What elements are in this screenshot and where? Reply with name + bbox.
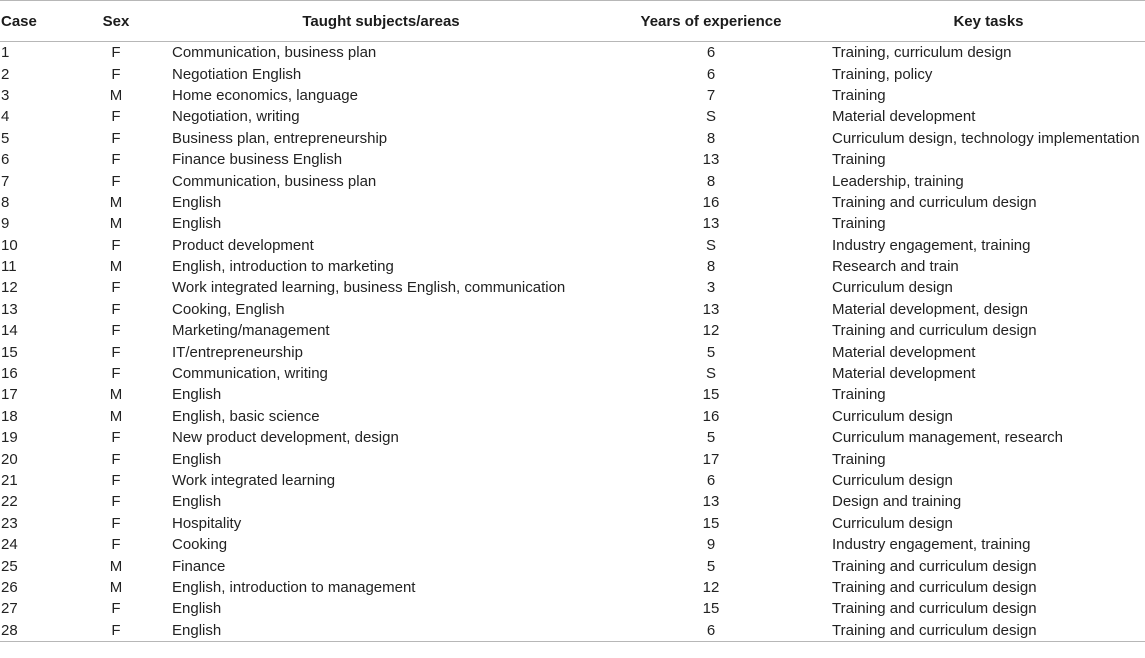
- cell-subjects: Finance business English: [172, 151, 343, 169]
- cell-years: 6: [706, 472, 716, 489]
- cell-years: 15: [702, 386, 720, 404]
- cell-subjects: Product development: [172, 236, 314, 254]
- header-subjects: Taught subjects/areas: [171, 1, 591, 42]
- cell-tasks: Training and curriculum design: [832, 600, 1037, 618]
- cell-sex: F: [111, 108, 121, 126]
- cell-tasks: Training: [832, 450, 886, 468]
- cell-years: 8: [706, 172, 716, 190]
- cell-tasks: Training and curriculum design: [832, 578, 1037, 596]
- cell-tasks: Training: [832, 151, 886, 169]
- cell-sex: M: [109, 215, 123, 233]
- cell-sex: F: [111, 493, 121, 511]
- header-tasks: Key tasks: [831, 1, 1145, 42]
- cell-sex: F: [111, 472, 121, 489]
- cell-subjects: English: [172, 450, 222, 468]
- cell-case: 23: [1, 514, 18, 532]
- cell-sex: F: [111, 322, 121, 340]
- cell-tasks: Training and curriculum design: [832, 193, 1037, 211]
- cell-case: 21: [1, 472, 18, 489]
- cell-case: 28: [0, 620, 61, 642]
- cell-case: 1: [1, 44, 10, 62]
- cell-sex: M: [109, 407, 123, 425]
- header-case: Case: [0, 1, 61, 42]
- cell-years: S: [705, 236, 716, 254]
- cell-case: 22: [1, 493, 18, 511]
- cell-years: 9: [706, 536, 716, 554]
- table-row: [0, 63, 1145, 84]
- cell-years: 6: [591, 620, 831, 642]
- cell-case: 19: [1, 429, 18, 447]
- table-row: [0, 363, 1145, 384]
- cell-sex: F: [111, 172, 121, 190]
- cell-years: 5: [706, 557, 716, 575]
- cell-case: 12: [1, 279, 18, 297]
- table-row: [0, 192, 1145, 213]
- table-row: [0, 235, 1145, 256]
- cell-sex: F: [111, 236, 121, 254]
- cell-subjects: Work integrated learning: [172, 472, 336, 489]
- cell-case: 7: [1, 172, 10, 190]
- cell-years: 7: [706, 86, 716, 104]
- cell-tasks: Training and curriculum design: [831, 620, 1145, 642]
- cell-sex: M: [109, 258, 123, 276]
- cell-years: 16: [702, 407, 720, 425]
- cell-tasks: Industry engagement, training: [832, 236, 1031, 254]
- cell-case: 26: [1, 578, 18, 596]
- cell-case: 16: [1, 365, 18, 383]
- cell-subjects: English, introduction to marketing: [172, 258, 394, 276]
- cell-subjects: Business plan, entrepreneurship: [172, 129, 388, 147]
- cell-sex: F: [111, 129, 121, 147]
- cell-subjects: Negotiation English: [172, 65, 302, 83]
- cell-case: 10: [1, 236, 18, 254]
- cell-years: 12: [702, 322, 720, 340]
- cell-tasks: Material development: [832, 365, 976, 383]
- cell-sex: F: [111, 279, 121, 297]
- cell-tasks: Training and curriculum design: [832, 322, 1037, 340]
- cell-years: 5: [706, 343, 716, 361]
- cell-years: 6: [706, 44, 716, 62]
- cell-tasks: Training: [832, 86, 886, 104]
- cell-case: 17: [1, 386, 18, 404]
- cell-subjects: IT/entrepreneurship: [172, 343, 303, 361]
- cell-years: 17: [702, 450, 720, 468]
- header-row: [0, 1, 1145, 42]
- table-row: [0, 277, 1145, 298]
- cell-subjects: English: [172, 386, 222, 404]
- cell-subjects: Communication, business plan: [172, 172, 377, 190]
- table-row: [0, 598, 1145, 619]
- cell-years: 5: [706, 429, 716, 447]
- cell-years: 8: [706, 258, 716, 276]
- cell-tasks: Research and train: [832, 258, 959, 276]
- cell-subjects: English: [172, 193, 222, 211]
- cell-case: 25: [1, 557, 18, 575]
- cell-sex: F: [61, 620, 171, 642]
- table-row: [0, 149, 1145, 170]
- table-row: [0, 491, 1145, 512]
- cell-tasks: Training and curriculum design: [832, 557, 1037, 575]
- table-row: [0, 427, 1145, 448]
- cell-sex: F: [111, 343, 121, 361]
- cell-tasks: Design and training: [832, 493, 962, 511]
- cell-subjects: English: [172, 493, 222, 511]
- cell-subjects: New product development, design: [172, 429, 399, 447]
- table-row: [0, 555, 1145, 576]
- cell-years: 3: [706, 279, 716, 297]
- cell-sex: F: [111, 600, 121, 618]
- cell-tasks: Training: [832, 386, 886, 404]
- cell-years: 16: [702, 193, 720, 211]
- cell-subjects: English: [171, 620, 591, 642]
- cell-case: 6: [1, 151, 10, 169]
- table-row: [0, 128, 1145, 149]
- cell-sex: F: [111, 365, 121, 383]
- table-row: [0, 513, 1145, 534]
- header-sex: Sex: [61, 1, 171, 42]
- cell-subjects: Communication, business plan: [172, 44, 377, 62]
- cell-tasks: Material development, design: [832, 300, 1028, 318]
- cell-sex: F: [111, 151, 121, 169]
- cell-years: S: [705, 108, 716, 126]
- cell-case: 27: [1, 600, 18, 618]
- table-row: [0, 406, 1145, 427]
- cell-subjects: Communication, writing: [172, 365, 328, 383]
- cell-case: 5: [1, 129, 10, 147]
- cell-sex: M: [109, 86, 123, 104]
- cell-case: 15: [1, 343, 18, 361]
- cell-tasks: Training, curriculum design: [832, 44, 1012, 62]
- cell-case: 20: [1, 450, 18, 468]
- cell-case: 8: [1, 193, 10, 211]
- table-row: [0, 620, 1145, 642]
- cell-sex: F: [111, 44, 121, 62]
- cell-case: 4: [1, 108, 10, 126]
- cell-case: 3: [1, 86, 10, 104]
- cell-sex: M: [109, 193, 123, 211]
- cell-subjects: Negotiation, writing: [172, 108, 300, 126]
- cell-subjects: English: [172, 600, 222, 618]
- cell-case: 18: [1, 407, 18, 425]
- cell-years: 13: [702, 215, 720, 233]
- cell-tasks: Training: [832, 215, 886, 233]
- table-row: [0, 448, 1145, 469]
- cell-years: 13: [702, 493, 720, 511]
- cell-tasks: Training, policy: [832, 65, 933, 83]
- header-years: Years of experience: [591, 1, 831, 42]
- cell-subjects: Marketing/management: [172, 322, 330, 340]
- table-row: [0, 470, 1145, 491]
- cell-sex: F: [111, 536, 121, 554]
- cell-case: 11: [1, 258, 17, 276]
- table-row: [0, 341, 1145, 362]
- table-row: [0, 320, 1145, 341]
- cell-case: 24: [1, 536, 18, 554]
- table-row: [0, 106, 1145, 127]
- cell-tasks: Industry engagement, training: [832, 536, 1031, 554]
- cell-case: 13: [1, 300, 18, 318]
- table-row: [0, 299, 1145, 320]
- cell-subjects: Cooking: [172, 536, 228, 554]
- cell-subjects: English: [172, 215, 222, 233]
- cell-years: 15: [702, 514, 720, 532]
- cell-tasks: Curriculum design: [832, 407, 953, 425]
- cell-years: 6: [706, 65, 716, 83]
- cell-sex: F: [111, 514, 121, 532]
- cell-years: S: [705, 365, 716, 383]
- cell-sex: M: [109, 578, 123, 596]
- cell-case: 9: [1, 215, 10, 233]
- cell-sex: F: [111, 300, 121, 318]
- cell-subjects: Work integrated learning, business English, communication: [172, 279, 566, 297]
- cell-subjects: Finance: [172, 557, 226, 575]
- cell-sex: F: [111, 65, 121, 83]
- cell-tasks: Leadership, training: [832, 172, 964, 190]
- table-row: [0, 384, 1145, 405]
- cell-sex: F: [111, 429, 121, 447]
- cell-sex: M: [109, 557, 123, 575]
- cell-tasks: Material development: [832, 108, 976, 126]
- cell-subjects: Home economics, language: [172, 86, 358, 104]
- table-row: [0, 256, 1145, 277]
- cell-subjects: Hospitality: [172, 514, 242, 532]
- cell-years: 12: [702, 578, 720, 596]
- cell-sex: M: [109, 386, 123, 404]
- table-row: [0, 534, 1145, 555]
- cell-subjects: Cooking, English: [172, 300, 285, 318]
- cell-subjects: English, introduction to management: [172, 578, 416, 596]
- table-row: [0, 213, 1145, 234]
- table-row: [0, 170, 1145, 191]
- cell-tasks: Curriculum design: [832, 514, 953, 532]
- cell-subjects: English, basic science: [172, 407, 320, 425]
- table-row: [0, 85, 1145, 106]
- cell-sex: F: [111, 450, 121, 468]
- cell-case: 14: [1, 322, 18, 340]
- cell-tasks: Curriculum management, research: [832, 429, 1063, 447]
- cell-tasks: Curriculum design: [832, 472, 953, 489]
- cell-tasks: Curriculum design: [832, 279, 953, 297]
- table-body: [0, 42, 1145, 642]
- cell-years: 13: [702, 300, 720, 318]
- cell-years: 13: [702, 151, 720, 169]
- cell-tasks: Curriculum design, technology implementation: [832, 129, 1140, 147]
- cell-tasks: Material development: [832, 343, 976, 361]
- table-header: [0, 1, 1145, 42]
- cell-case: 2: [1, 65, 10, 83]
- cell-years: 15: [702, 600, 720, 618]
- table-row: [0, 42, 1145, 64]
- table-row: [0, 577, 1145, 598]
- cell-years: 8: [706, 129, 716, 147]
